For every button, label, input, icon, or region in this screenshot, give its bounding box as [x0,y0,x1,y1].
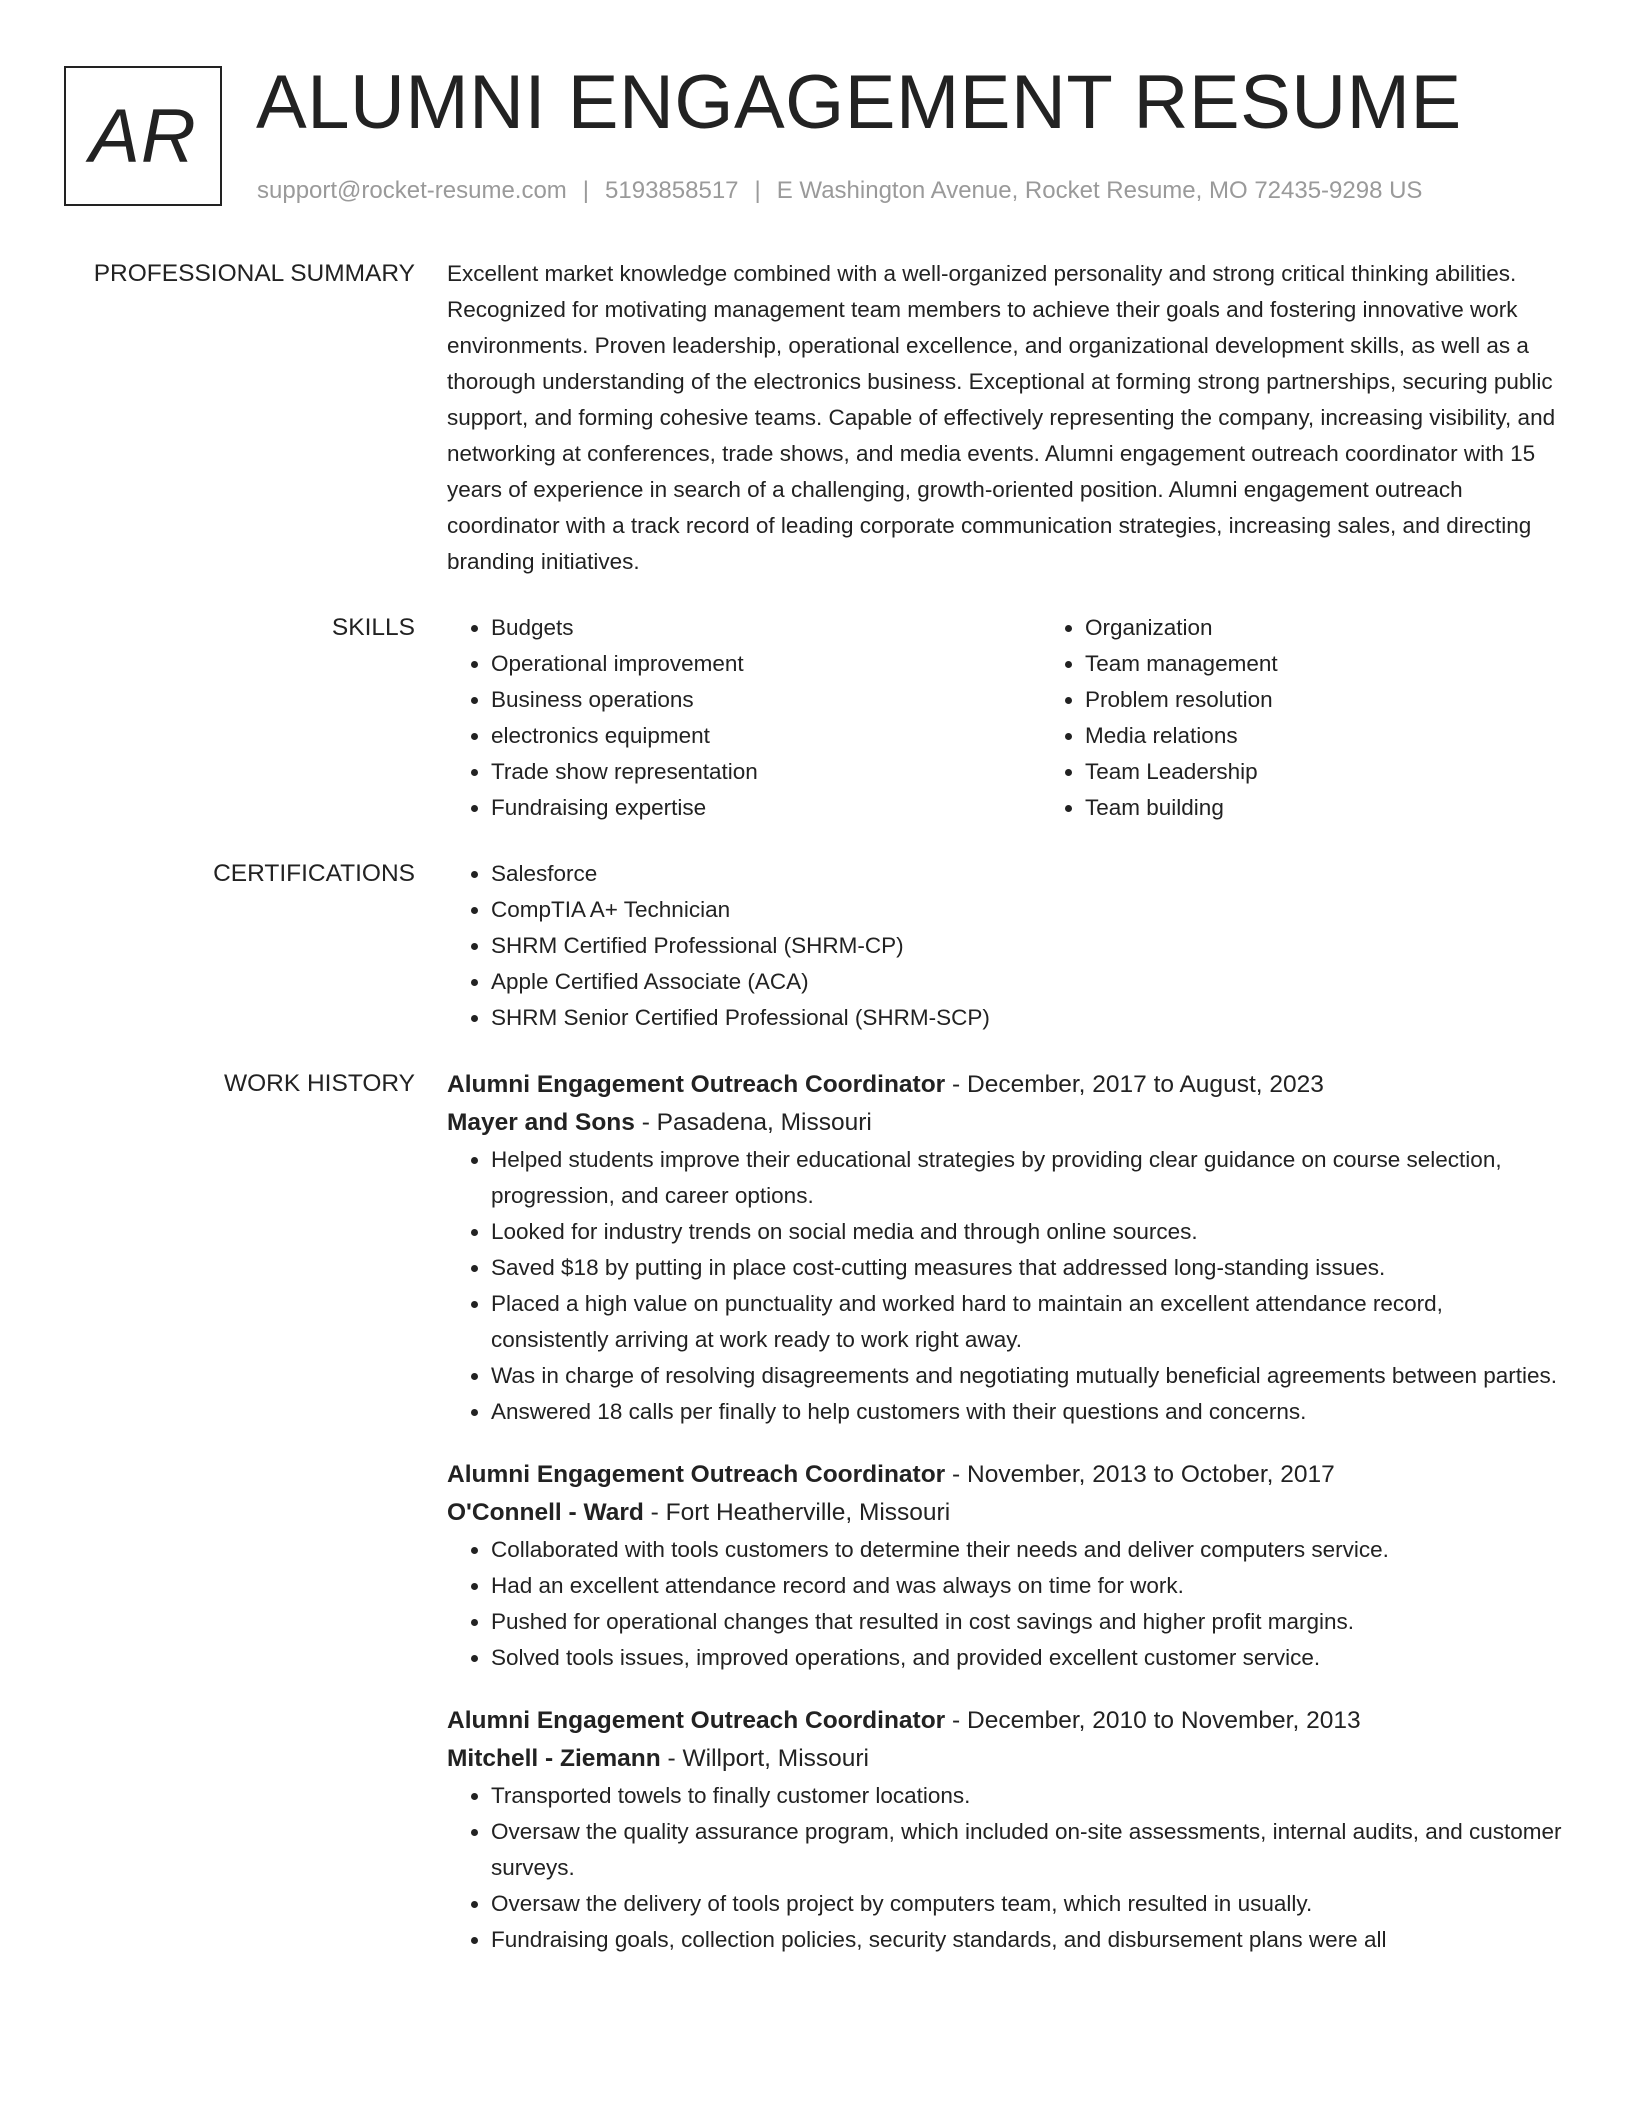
contact-email[interactable]: support@rocket-resume.com [257,177,567,204]
certification-item: • Apple Certified Associate (ACA) [491,964,1565,1000]
job-duties-list [447,1532,1565,1676]
job-duties-list [447,1778,1565,1958]
job-company-line [447,1740,1565,1778]
job-title: Alumni Engagement Outreach Coordinator [447,1707,946,1734]
resume-title: ALUMNI ENGAGEMENT RESUME [256,60,1462,145]
job-location: - Willport, Missouri [667,1745,869,1772]
skill-item: • Team building [1085,790,1632,826]
contact-line [257,174,1422,208]
job-duty-item: • Oversaw the quality assurance program, which included on-site assessments, internal audits, and customer surveys. [491,1814,1565,1886]
job-title: Alumni Engagement Outreach Coordinator [447,1071,946,1098]
job-duty-item: • Was in charge of resolving disagreements and negotiating mutually beneficial agreements between parties. [491,1358,1565,1394]
job-duty-item: • Collaborated with tools customers to determine their needs and deliver computers service. [491,1532,1565,1568]
job-duty-item: • Placed a high value on punctuality and worked hard to maintain an excellent attendance record, consistently arriving at work ready to work right away. [491,1286,1565,1358]
job-company-line [447,1104,1565,1142]
job-duty-item: • Had an excellent attendance record and was always on time for work. [491,1568,1565,1604]
job-title-line [447,1702,1565,1740]
section-heading: CERTIFICATIONS [213,860,415,887]
skill-item: • Business operations [491,682,1041,718]
skills-column-right [1041,610,1632,826]
certification-item: • SHRM Certified Professional (SHRM-CP) [491,928,1565,964]
skill-item: • Organization [1085,610,1632,646]
contact-separator: | [582,177,590,204]
contact-address: E Washington Avenue, Rocket Resume, MO 72435-9298 US [776,177,1423,204]
work-history-body [447,1066,1565,1984]
job-duty-item: • Saved $18 by putting in place cost-cutting measures that addressed long-standing issues. [491,1250,1565,1286]
skills-section [0,610,1632,826]
skill-item: • Operational improvement [491,646,1041,682]
job-company: Mayer and Sons [447,1109,635,1136]
job-duty-item: • Pushed for operational changes that resulted in cost savings and higher profit margins. [491,1604,1565,1640]
certification-item: • Salesforce [491,856,1565,892]
skills-body [447,610,1565,826]
contact-separator: | [754,177,761,204]
skill-item: • Media relations [1085,718,1632,754]
certification-item: • CompTIA A+ Technician [491,892,1565,928]
contact-phone: 5193858517 [605,177,739,204]
job-duties-list [447,1142,1565,1430]
resume-content [0,256,1632,2014]
job-dates: - December, 2017 to August, 2023 [952,1071,1324,1098]
skill-item: • Team Leadership [1085,754,1632,790]
job-duty-item: • Helped students improve their educational strategies by providing clear guidance on course selection, progression, and career options. [491,1142,1565,1214]
job-entry [447,1702,1565,1958]
job-duty-item: • Fundraising goals, collection policies, security standards, and disbursement plans were all [491,1922,1565,1958]
job-duty-item: • Oversaw the delivery of tools project by computers team, which resulted in usually. [491,1886,1565,1922]
job-duty-item: • Transported towels to finally customer locations. [491,1778,1565,1814]
job-title-line [447,1456,1565,1494]
job-title-line [447,1066,1565,1104]
certifications-section [0,856,1632,1036]
job-location: - Pasadena, Missouri [641,1109,872,1136]
certification-item: • SHRM Senior Certified Professional (SHRM-SCP) [491,1000,1565,1036]
job-dates: - November, 2013 to October, 2017 [952,1461,1335,1488]
skill-item: • Fundraising expertise [491,790,1041,826]
job-dates: - December, 2010 to November, 2013 [952,1707,1361,1734]
job-duty-item: • Answered 18 calls per finally to help customers with their questions and concerns. [491,1394,1565,1430]
job-duty-item: • Solved tools issues, improved operations, and provided excellent customer service. [491,1640,1565,1676]
summary-section [0,256,1632,580]
certifications-list [447,856,1565,1036]
section-heading: WORK HISTORY [223,1070,415,1097]
section-heading: PROFESSIONAL SUMMARY [93,260,415,287]
job-company: Mitchell - Ziemann [447,1745,661,1772]
job-entry [447,1066,1565,1430]
skills-column-left [447,610,1041,826]
monogram-initials: AR [89,93,197,179]
work-history-section [0,1066,1632,1984]
skill-item: • electronics equipment [491,718,1041,754]
skill-item: • Trade show representation [491,754,1041,790]
summary-body [447,256,1565,580]
skill-item: • Problem resolution [1085,682,1632,718]
job-duty-item: • Looked for industry trends on social media and through online sources. [491,1214,1565,1250]
monogram-badge [64,66,222,206]
skills-grid [447,610,1565,826]
job-location: - Fort Heatherville, Missouri [650,1499,951,1526]
skill-item: • Team management [1085,646,1632,682]
job-entry [447,1456,1565,1676]
section-heading: SKILLS [331,614,415,641]
summary-text: Excellent market knowledge combined with a well-organized personality and strong critical thinking abilities. Recognized for motivating management team members to achieve their goals and fostering innovative work environments. Proven leadership, operational excellence, and organizational development skills, as well as a thorough understanding of the electronics business. Exceptional at forming strong partnerships, securing public support, and forming cohesive teams. Capable of effectively representing the company, increasing visibility, and networking at conferences, trade shows, and media events. Alumni engagement outreach coordinator with 15 years of experience in search of a challenging, growth-oriented position. Alumni engagement outreach coordinator with a track record of leading corporate communication strategies, increasing sales, and directing branding initiatives. [447,261,1556,574]
job-title: Alumni Engagement Outreach Coordinator [447,1461,946,1488]
job-company: O'Connell - Ward [447,1499,644,1526]
skill-item: • Budgets [491,610,1041,646]
certifications-body [447,856,1565,1036]
job-company-line [447,1494,1565,1532]
